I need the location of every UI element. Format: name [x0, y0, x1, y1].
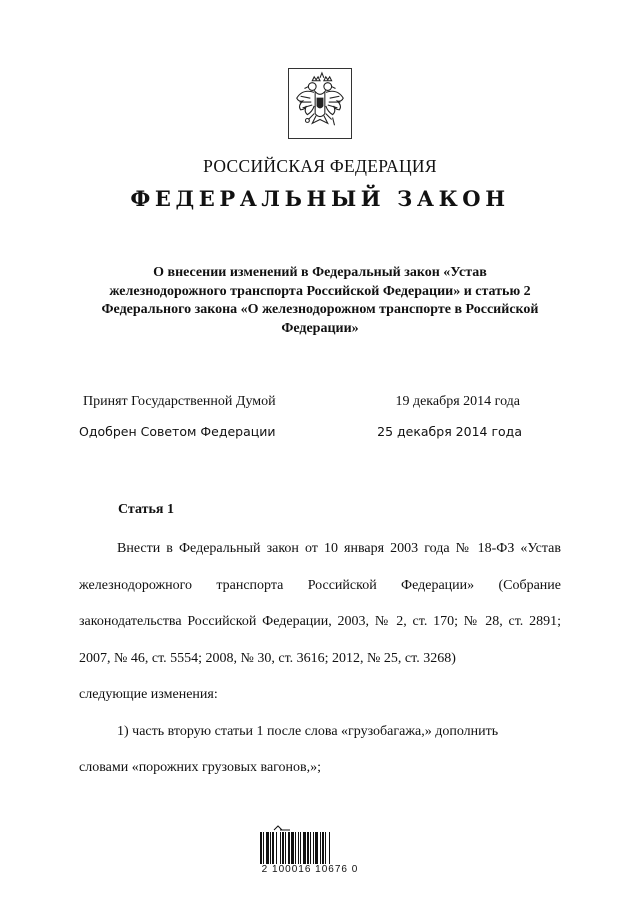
duma-adoption-date: 19 декабря 2014 года [395, 394, 520, 409]
duma-adoption-row [0, 394, 640, 414]
law-type-title: ФЕДЕРАЛЬНЫЙ ЗАКОН [130, 186, 510, 211]
law-title-line: Федерального закона «О железнодорожном транспорте в Российской [101, 302, 539, 317]
double-headed-eagle-icon [289, 69, 351, 138]
barcode-bar [291, 832, 294, 868]
law-title-line: Федерации» [281, 320, 359, 336]
barcode-bar [280, 832, 281, 868]
council-approval-row [0, 424, 640, 444]
article-body [79, 531, 561, 787]
country-name: РОССИЙСКАЯ ФЕДЕРАЦИЯ [203, 156, 437, 176]
barcode-bar [276, 832, 277, 868]
barcode-bar [282, 832, 284, 868]
article-paragraph-end: следующие изменения: [79, 687, 218, 702]
barcode-bar [285, 832, 286, 868]
barcode-bar [263, 832, 264, 868]
barcode-bar [270, 832, 271, 868]
barcode-bar [310, 832, 311, 868]
barcode-bar [315, 832, 318, 868]
barcode-bar [260, 832, 262, 868]
barcode-bar [313, 832, 314, 868]
law-title-line: О внесении изменений в Федеральный закон «Устав [153, 265, 487, 280]
council-approval-date: 25 декабря 2014 года [377, 424, 522, 439]
barcode-bar [325, 832, 326, 868]
barcode-bar [298, 832, 299, 868]
law-title-line: железнодорожного транспорта Российской Федерации» и статью 2 [109, 283, 531, 299]
barcode-bar [300, 832, 301, 868]
barcode-bar [322, 832, 324, 868]
coat-of-arms-emblem [288, 68, 352, 139]
barcode-bar [320, 832, 321, 868]
barcode-bar [295, 832, 296, 868]
barcode-bar [272, 832, 274, 868]
barcode-bar [329, 832, 330, 868]
council-approval-label: Одобрен Советом Федерации [79, 424, 276, 439]
barcode-mark-icon [274, 826, 290, 830]
barcode-bar [288, 832, 290, 868]
barcode-bar [266, 832, 269, 868]
barcode-number: 2 100016 10676 0 [254, 864, 366, 875]
article-paragraph: Внести в Федеральный закон от 10 января 2003 года № 18-ФЗ «Устав железнодорожного транспорта Российской Федерации» (Собрание законодательства Российской Федерации, 2003, № 2, ст. 170; № 28, ст. 2891; 2007, № 46, ст. 5554; 2008, № 30, ст. 3616; 2012, № 25, ст. 3268) [79, 541, 561, 666]
barcode-bar [307, 832, 309, 868]
article-item-end: словами «порожних грузовых вагонов,»; [79, 760, 322, 775]
barcode-bar [303, 832, 306, 868]
article-heading: Статья 1 [118, 502, 174, 517]
law-title [90, 264, 550, 338]
duma-adoption-label: Принят Государственной Думой [83, 394, 276, 409]
article-item: 1) часть вторую статьи 1 после слова «грузобагажа,» дополнить [117, 723, 499, 739]
